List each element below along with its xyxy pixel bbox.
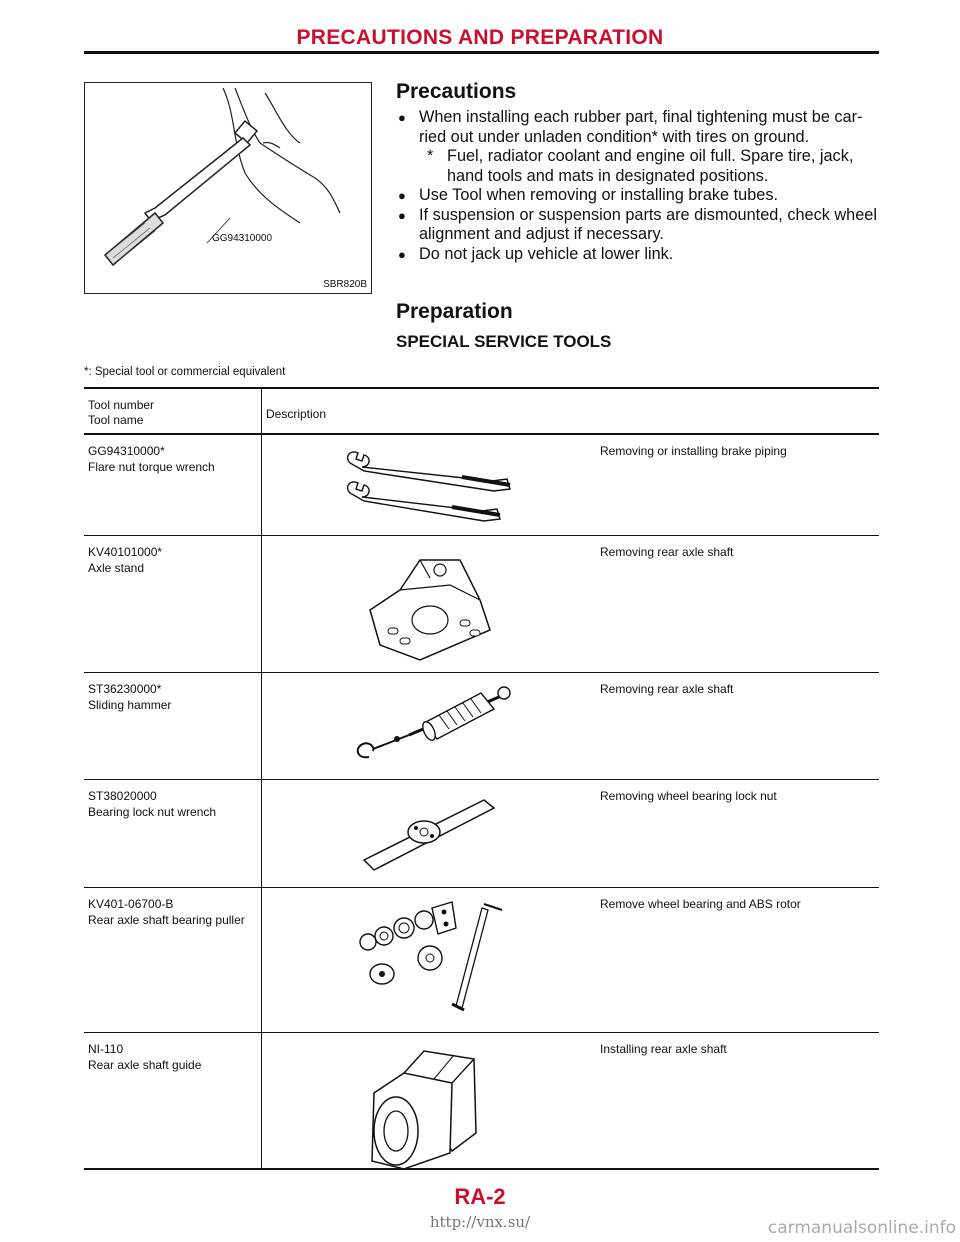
watermark: carmanualsonline.info — [767, 1218, 956, 1238]
bullet-icon: ● — [398, 188, 406, 203]
page-number: RA-2 — [454, 1184, 506, 1209]
precaution-item: ● When installing each rubber part, final tightening must be car-ried out under unladen condition* with tires on ground. — [398, 108, 863, 146]
table-row — [84, 780, 879, 888]
precaution-item: ● If suspension or suspension parts are dismounted, check wheel alignment and adjust if necessary. — [398, 205, 877, 243]
preparation-title: Preparation — [396, 300, 513, 323]
tool-number-name: KV40101000* Axle stand — [88, 545, 163, 575]
axle-shaft-guide-icon — [364, 1043, 504, 1173]
table-row — [84, 1033, 879, 1179]
footer-url[interactable]: http://vnx.su/ — [429, 1213, 531, 1231]
special-tool-note: *: Special tool or commercial equivalent — [84, 366, 286, 378]
table-row — [84, 435, 879, 536]
tool-description: Installing rear axle shaft — [600, 1042, 727, 1056]
bullet-icon: ● — [398, 207, 406, 223]
precautions-list — [396, 108, 882, 264]
table-row — [84, 536, 879, 673]
header-rule — [84, 51, 879, 54]
table-header — [84, 387, 879, 435]
tool-number-name: ST36230000* Sliding hammer — [88, 682, 172, 712]
header-title: PRECAUTIONS AND PREPARATION — [296, 26, 664, 49]
tool-description: Removing wheel bearing lock nut — [600, 789, 777, 803]
sliding-hammer-icon — [349, 679, 519, 771]
header-description: Description — [266, 407, 327, 421]
tool-number-name: GG94310000* Flare nut torque wrench — [88, 444, 215, 474]
lock-nut-wrench-icon — [354, 790, 514, 880]
tool-number-name: ST38020000 Bearing lock nut wrench — [88, 789, 217, 819]
precaution-item: ● Do not jack up vehicle at lower link. — [398, 244, 674, 263]
special-tools-table — [84, 387, 879, 1179]
bullet-icon: ● — [398, 110, 406, 125]
flare-nut-wrench-icon — [342, 445, 522, 527]
figure-code: SBR820B — [323, 279, 367, 290]
special-service-tools-title: SPECIAL SERVICE TOOLS — [396, 332, 612, 351]
wrench-illustration — [85, 83, 373, 295]
tool-description: Removing or installing brake piping — [600, 444, 787, 458]
table-row — [84, 673, 879, 780]
tool-description: Removing rear axle shaft — [600, 545, 734, 559]
header-tool-number: Tool number Tool name — [88, 398, 155, 427]
precaution-note: * Fuel, radiator coolant and engine oil full. Spare tire, jack, hand tools and mats in designated positions. — [427, 147, 854, 185]
axle-stand-icon — [360, 550, 500, 662]
figure-callout: GG94310000 — [212, 233, 273, 244]
tool-number-name: KV401-06700-B Rear axle shaft bearing puller — [88, 897, 245, 927]
table-column-divider — [261, 387, 262, 1170]
precautions-title: Precautions — [396, 80, 517, 103]
tool-number-name: NI-110 Rear axle shaft guide — [88, 1042, 202, 1072]
bullet-icon: ● — [398, 246, 406, 262]
tool-description: Remove wheel bearing and ABS rotor — [600, 897, 801, 911]
bearing-puller-icon — [352, 898, 522, 1024]
tool-description: Removing rear axle shaft — [600, 682, 734, 696]
table-bottom-rule — [84, 1168, 879, 1170]
torque-wrench-figure — [84, 82, 372, 294]
precaution-item: ● Use Tool when removing or installing brake tubes. — [398, 186, 778, 204]
table-row — [84, 888, 879, 1033]
